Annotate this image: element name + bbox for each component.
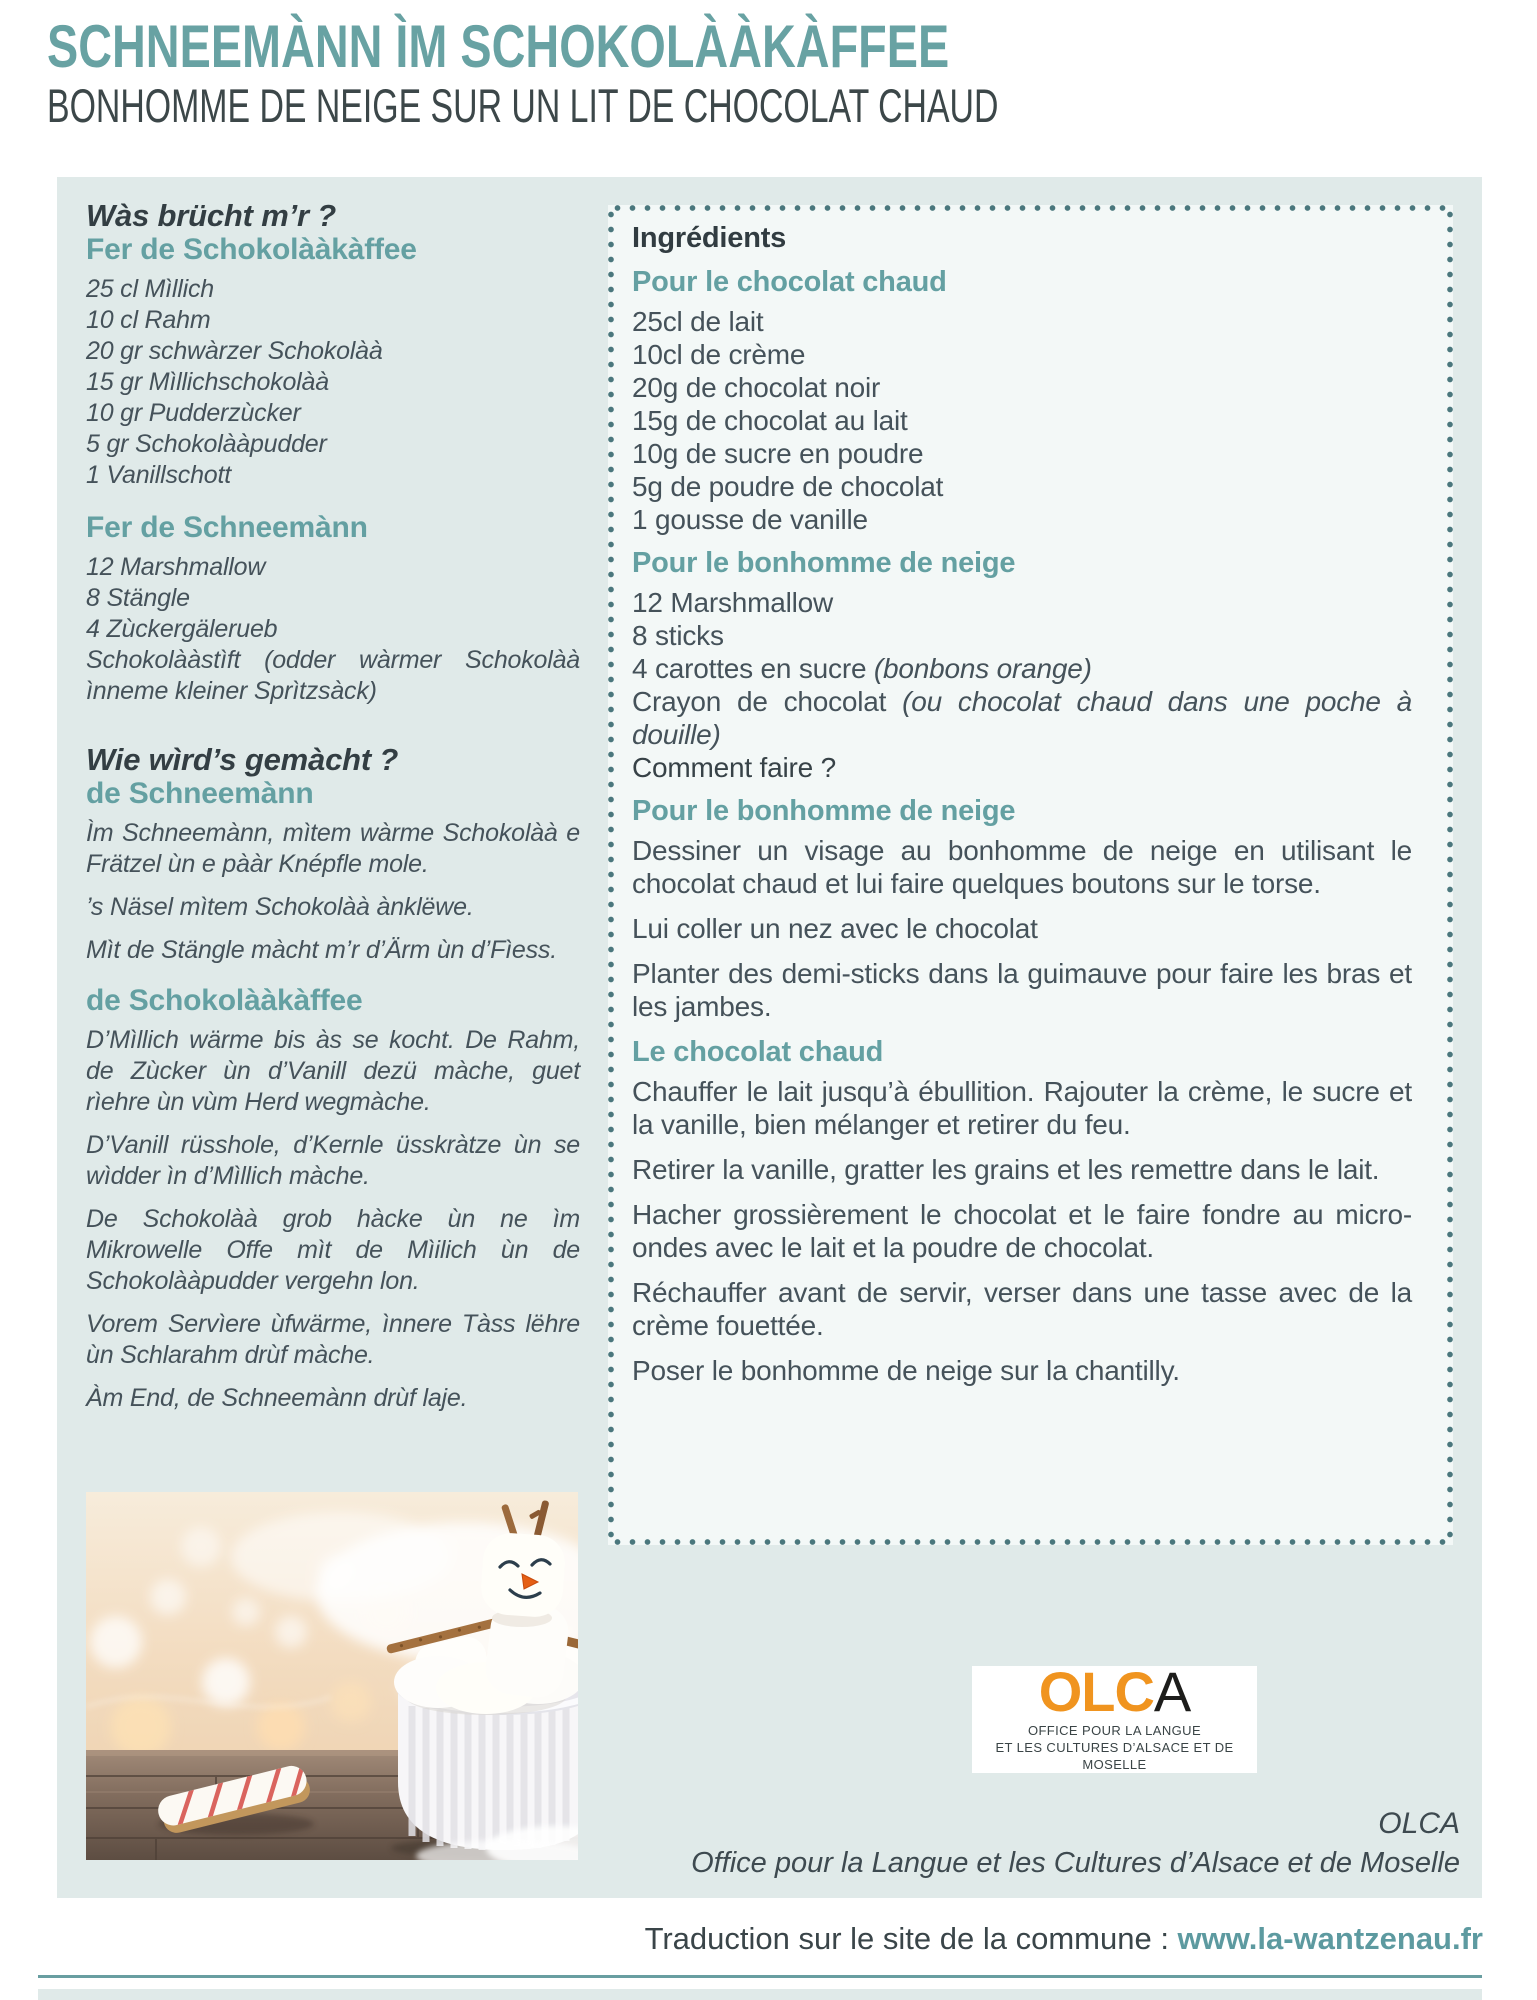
question-what-needed: Wàs brücht m’r ?	[86, 198, 336, 233]
dotted-border-left	[608, 207, 614, 1543]
ingredient-line: 10 gr Pudderzùcker	[86, 399, 301, 427]
ingredient-line: 25 cl Mìllich	[86, 275, 214, 303]
ingredient-line: 5 gr Schokolààpudder	[86, 430, 327, 458]
ingredient-line: 5g de poudre de chocolat	[632, 471, 944, 502]
ingredient-line: 8 sticks	[632, 620, 724, 651]
ingredient-line: 10cl de crème	[632, 339, 806, 370]
ingredient-line: 10 cl Rahm	[86, 306, 211, 334]
dotted-border-right	[1447, 207, 1453, 1543]
footer-translation-note: Traduction sur le site de la commune : www.la-wantzenau.fr	[644, 1921, 1483, 1956]
olca-signature: OLCA Office pour la Langue et les Cultures d’Alsace et de Moselle	[691, 1807, 1460, 1879]
recipe-panel	[57, 177, 1482, 1898]
olca-logo-wordmark: OLCA	[1038, 1660, 1191, 1723]
ingredient-line: 4 Zùckergälerueb	[86, 615, 278, 643]
step-paragraph: Ìm Schneemànn, mìtem wàrme Schokolàà e Frätzel ùn e pààr Knépfle mole.	[86, 819, 580, 878]
section-title-kaffee: Fer de Schokolààkàffee	[86, 233, 417, 266]
ingredient-line: 1 Vanillschott	[86, 461, 231, 489]
page-subtitle: BONHOMME DE NEIGE SUR UN LIT DE CHOCOLAT CHAUD	[47, 79, 999, 132]
step-paragraph: Lui coller un nez avec le chocolat	[632, 913, 1038, 944]
alsatian-column	[86, 199, 580, 1426]
steps-title-chocolat: Le chocolat chaud	[632, 1036, 884, 1068]
ingredient-line: 25cl de lait	[632, 306, 764, 337]
ingredient-line: 1 gousse de vanille	[632, 504, 868, 535]
ingredients-box	[608, 205, 1453, 1545]
step-paragraph: D’Vanill rüsshole, d’Kernle üsskràtze ùn se wìdder ìn d’Mìllich màche.	[86, 1131, 580, 1190]
ingredient-line: 12 Marshmallow	[86, 553, 266, 581]
question-how-made: Wie wìrd’s gemàcht ?	[86, 742, 399, 777]
step-paragraph: Réchauffer avant de servir, verser dans une tasse avec de la crème fouettée.	[632, 1277, 1412, 1341]
ingredient-line: 8 Stängle	[86, 584, 190, 612]
section-title-schneemann: Fer de Schneemànn	[86, 511, 368, 544]
section-title-bonhomme: Pour le bonhomme de neige	[632, 547, 1016, 579]
ingredient-line: 15 gr Mìllichschokolàà	[86, 368, 329, 396]
dotted-border-bottom	[610, 1539, 1451, 1545]
steps-title-bonhomme: Pour le bonhomme de neige	[632, 795, 1016, 827]
dotted-border-top	[610, 205, 1451, 211]
ingredients-title: Ingrédients	[632, 222, 787, 254]
photo-snowman-mug	[86, 1492, 578, 1860]
ingredient-line: 10g de sucre en poudre	[632, 438, 924, 469]
ingredient-line: 20 gr schwàrzer Schokolàà	[86, 337, 383, 365]
page-title: SCHNEEMÀNN ÌM SCHOKOLÀÀKÀFFEE	[47, 13, 950, 80]
step-paragraph: Poser le bonhomme de neige sur la chantilly.	[632, 1355, 1180, 1386]
french-column	[632, 221, 1412, 1399]
step-paragraph: Vorem Servìere ùfwärme, ìnnere Tàss lëhre ùn Schlarahm drùf màche.	[86, 1310, 580, 1369]
footer-divider	[38, 1975, 1482, 1978]
ingredient-note: (bonbons orange)	[873, 653, 1092, 684]
step-paragraph: Retirer la vanille, gratter les grains et les remettre dans le lait.	[632, 1154, 1380, 1185]
olca-logo-caption: OFFICE POUR LA LANGUE ET LES CULTURES D’ALSACE ET DE MOSELLE	[995, 1723, 1234, 1772]
step-paragraph: Àm End, de Schneemànn drùf laje.	[86, 1384, 468, 1412]
step-title-schneemann: de Schneemànn	[86, 777, 314, 810]
ingredient-line: 12 Marshmallow	[632, 587, 834, 618]
how-to-title: Comment faire ?	[632, 752, 836, 783]
ingredient-note: (ou chocolat chaud dans une poche à douille)	[632, 686, 1412, 750]
ingredient-line: 20g de chocolat noir	[632, 372, 881, 403]
step-paragraph: Mìt de Stängle màcht m’r d’Ärm ùn d’Fìess.	[86, 936, 557, 964]
step-paragraph: Planter des demi-sticks dans la guimauve pour faire les bras et les jambes.	[632, 958, 1412, 1022]
ingredient-line: 15g de chocolat au lait	[632, 405, 908, 436]
footer-strip	[38, 1989, 1482, 2000]
section-title-chocolat: Pour le chocolat chaud	[632, 266, 947, 298]
step-paragraph: Hacher grossièrement le chocolat et le faire fondre au micro-ondes avec le lait et la poudre de chocolat.	[632, 1199, 1412, 1263]
ingredient-line: Crayon de chocolat (ou chocolat chaud dans une poche à douille)	[632, 686, 1412, 750]
step-paragraph: Dessiner un visage au bonhomme de neige en utilisant le chocolat chaud et lui faire quelques boutons sur le torse.	[632, 835, 1412, 899]
step-title-kaffee: de Schokolààkàffee	[86, 984, 363, 1017]
snowman-photo-illustration	[86, 1492, 578, 1860]
step-paragraph: ’s Näsel mìtem Schokolàà ànklëwe.	[86, 893, 474, 921]
step-paragraph: Chauffer le lait jusqu’à ébullition. Rajouter la crème, le sucre et la vanille, bien mélanger et retirer du feu.	[632, 1076, 1412, 1140]
ingredient-line: Schokolààstìft (odder wàrmer Schokolàà ìnneme kleiner Sprìtzsàck)	[86, 646, 580, 705]
step-paragraph: De Schokolàà grob hàcke ùn ne ìm Mikrowelle Offe mìt de Mìilich ùn de Schokolààpudder vergehn lon.	[86, 1205, 580, 1295]
commune-website-link[interactable]: www.la-wantzenau.fr	[1177, 1921, 1483, 1956]
olca-logo	[972, 1660, 1257, 1773]
step-paragraph: D’Mìllich wärme bis às se kocht. De Rahm, de Zùcker ùn d’Vanill dezü màche, guet rìehre ùn vùm Herd wegmàche.	[86, 1026, 580, 1116]
ingredient-line: 4 carottes en sucre (bonbons orange)	[632, 653, 1092, 684]
